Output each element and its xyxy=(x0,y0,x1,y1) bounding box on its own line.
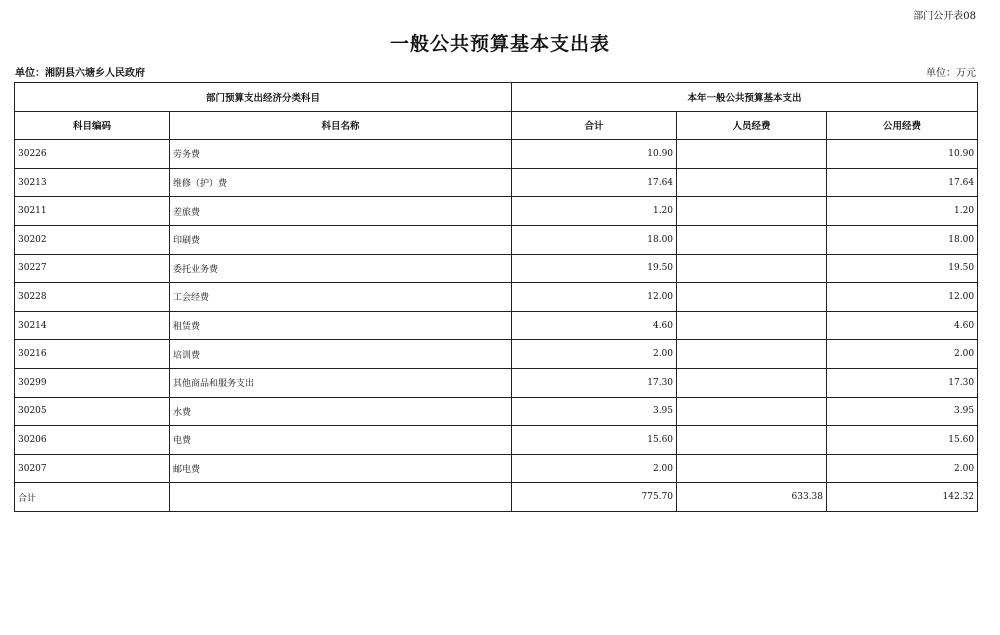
header-classification-group: 部门预算支出经济分类科目 xyxy=(15,83,512,112)
row-public: 18.00 xyxy=(827,225,978,254)
row-code: 30216 xyxy=(15,340,170,369)
row-code: 30227 xyxy=(15,254,170,283)
row-name: 劳务费 xyxy=(170,140,512,169)
row-total: 18.00 xyxy=(512,225,677,254)
row-name: 培训费 xyxy=(170,340,512,369)
row-total: 15.60 xyxy=(512,426,677,455)
row-public: 2.00 xyxy=(827,454,978,483)
header-expenditure-group: 本年一般公共预算基本支出 xyxy=(512,83,978,112)
row-total: 12.00 xyxy=(512,283,677,312)
row-public: 15.60 xyxy=(827,426,978,455)
row-total: 1.20 xyxy=(512,197,677,226)
row-name: 维修（护）费 xyxy=(170,168,512,197)
row-public: 3.95 xyxy=(827,397,978,426)
table-row xyxy=(15,168,978,197)
table-row xyxy=(15,311,978,340)
row-personnel xyxy=(677,368,827,397)
summary-label: 合计 xyxy=(15,483,170,512)
row-total: 10.90 xyxy=(512,140,677,169)
table-row xyxy=(15,368,978,397)
summary-public: 142.32 xyxy=(827,483,978,512)
row-personnel xyxy=(677,454,827,483)
header-public: 公用经费 xyxy=(827,111,978,140)
row-code: 30207 xyxy=(15,454,170,483)
unit-organization: 单位：湘阴县六塘乡人民政府 xyxy=(15,68,145,79)
row-public: 17.30 xyxy=(827,368,978,397)
row-personnel xyxy=(677,168,827,197)
summary-total: 775.70 xyxy=(512,483,677,512)
table-row xyxy=(15,225,978,254)
table-row xyxy=(15,283,978,312)
table-row xyxy=(15,254,978,283)
row-name: 水费 xyxy=(170,397,512,426)
table-row xyxy=(15,454,978,483)
table-row xyxy=(15,397,978,426)
row-code: 30228 xyxy=(15,283,170,312)
row-personnel xyxy=(677,197,827,226)
header-code: 科目编码 xyxy=(15,111,170,140)
row-code: 30299 xyxy=(15,368,170,397)
row-public: 10.90 xyxy=(827,140,978,169)
summary-personnel: 633.38 xyxy=(677,483,827,512)
budget-table xyxy=(14,82,978,512)
row-total: 2.00 xyxy=(512,340,677,369)
row-code: 30206 xyxy=(15,426,170,455)
row-total: 17.30 xyxy=(512,368,677,397)
row-code: 30214 xyxy=(15,311,170,340)
row-public: 12.00 xyxy=(827,283,978,312)
row-personnel xyxy=(677,283,827,312)
row-name: 印刷费 xyxy=(170,225,512,254)
row-personnel xyxy=(677,140,827,169)
header-group-row xyxy=(15,83,978,112)
page-title: 一般公共预算基本支出表 xyxy=(389,33,610,55)
row-code: 30205 xyxy=(15,397,170,426)
row-code: 30213 xyxy=(15,168,170,197)
header-personnel: 人员经费 xyxy=(677,111,827,140)
row-personnel xyxy=(677,254,827,283)
table-row xyxy=(15,340,978,369)
row-public: 19.50 xyxy=(827,254,978,283)
row-total: 19.50 xyxy=(512,254,677,283)
row-total: 3.95 xyxy=(512,397,677,426)
row-public: 17.64 xyxy=(827,168,978,197)
row-name: 差旅费 xyxy=(170,197,512,226)
row-name: 委托业务费 xyxy=(170,254,512,283)
row-name: 电费 xyxy=(170,426,512,455)
row-code: 30226 xyxy=(15,140,170,169)
row-personnel xyxy=(677,426,827,455)
row-public: 4.60 xyxy=(827,311,978,340)
row-total: 2.00 xyxy=(512,454,677,483)
row-code: 30202 xyxy=(15,225,170,254)
row-name: 邮电费 xyxy=(170,454,512,483)
summary-row xyxy=(15,483,978,512)
table-row xyxy=(15,426,978,455)
form-number: 部门公开表08 xyxy=(913,11,976,22)
row-name: 租赁费 xyxy=(170,311,512,340)
row-public: 2.00 xyxy=(827,340,978,369)
table-row xyxy=(15,140,978,169)
row-total: 4.60 xyxy=(512,311,677,340)
row-code: 30211 xyxy=(15,197,170,226)
header-column-row xyxy=(15,111,978,140)
row-personnel xyxy=(677,311,827,340)
header-name: 科目名称 xyxy=(170,111,512,140)
row-public: 1.20 xyxy=(827,197,978,226)
row-name: 工会经费 xyxy=(170,283,512,312)
unit-currency: 单位：万元 xyxy=(926,68,976,79)
row-personnel xyxy=(677,397,827,426)
header-total: 合计 xyxy=(512,111,677,140)
table-row xyxy=(15,197,978,226)
row-personnel xyxy=(677,340,827,369)
summary-name xyxy=(170,483,512,512)
row-total: 17.64 xyxy=(512,168,677,197)
row-personnel xyxy=(677,225,827,254)
row-name: 其他商品和服务支出 xyxy=(170,368,512,397)
